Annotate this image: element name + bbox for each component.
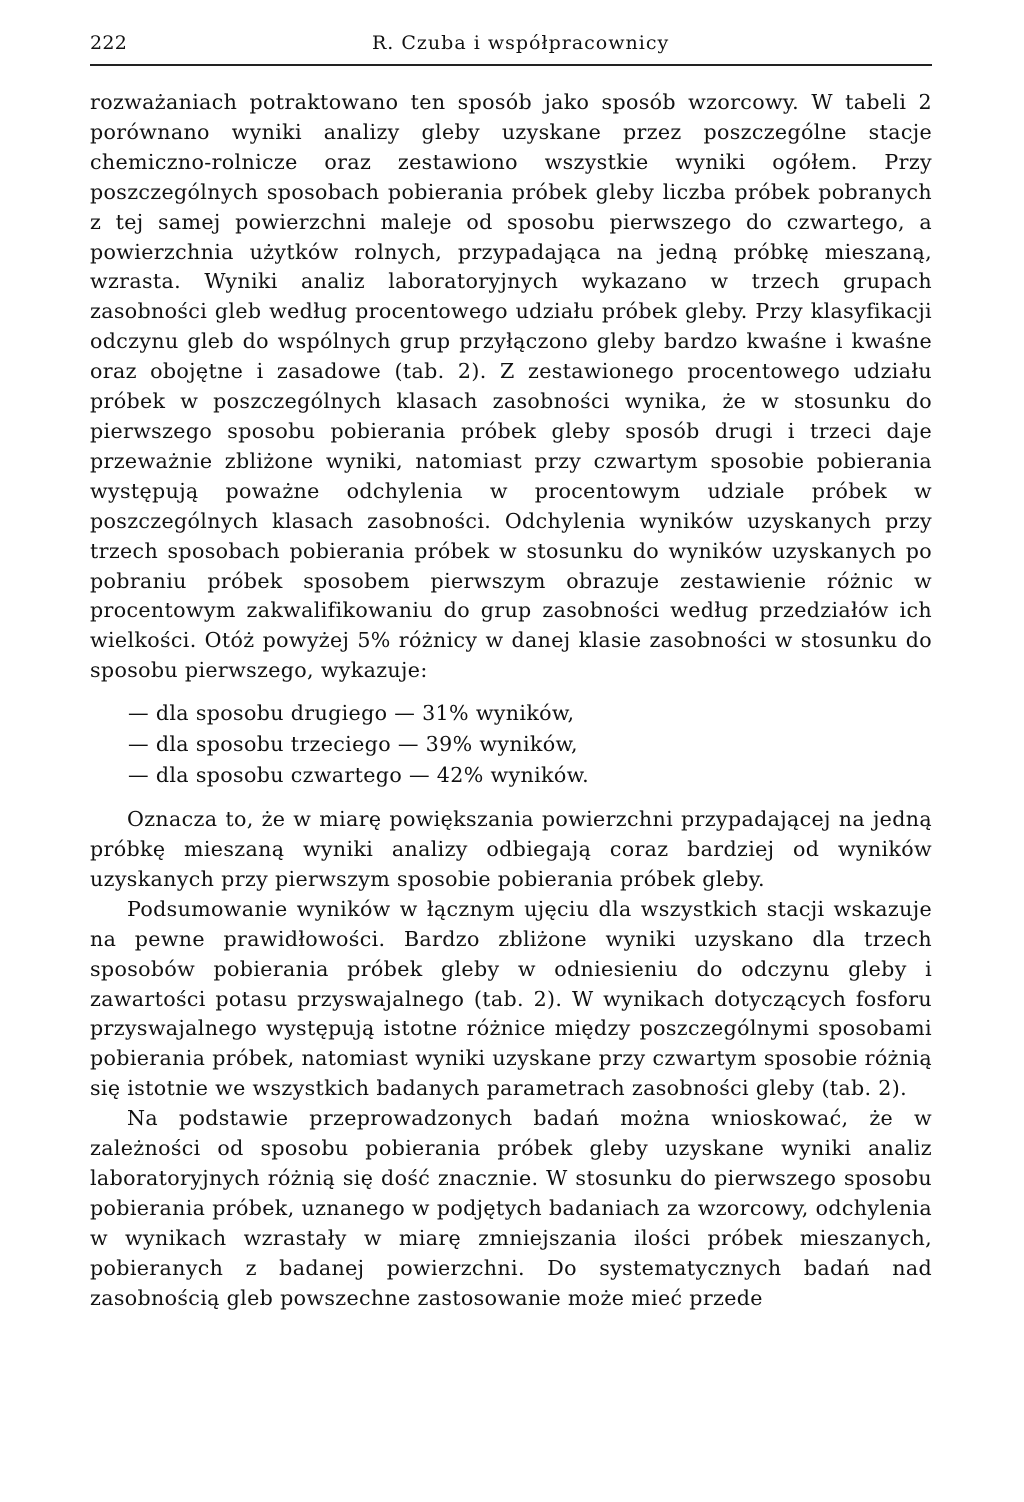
running-head-title: R. Czuba i współpracownicy [372,32,670,54]
paragraph: Oznacza to, że w miarę powiększania powierzchni przypadającej na jedną próbkę mieszaną wyniki analizy odbiegają coraz bardziej od wyników uzyskanych przy pierwszym sposobie pobierania próbek gleby. [90,807,932,891]
results-list [128,698,932,791]
page [90,28,932,1314]
list-item: — dla sposobu trzeciego — 39% wyników, [128,732,578,757]
list-item: — dla sposobu czwartego — 42% wyników. [128,763,590,788]
running-head [90,28,932,58]
body-text [90,88,932,1314]
paragraph: Na podstawie przeprowadzonych badań można wnioskować, że w zależności od sposobu pobierania próbek gleby uzyskane wyniki analiz laboratoryjnych różnią się dość znacznie. W stosunku do pierwszego sposobu pobierania próbek, uznanego w podjętych badaniach za wzorcowy, odchylenia w wynikach wzrastały w miarę zmniejszania ilości próbek mieszanych, pobieranych z badanej powierzchni. Do systematycznych badań nad zasobnością gleb powszechne zastosowanie może mieć przede [90,1106,932,1310]
header-rule [90,64,932,66]
page-number: 222 [90,32,128,54]
list-item: — dla sposobu drugiego — 31% wyników, [128,701,575,726]
paragraph: Podsumowanie wyników w łącznym ujęciu dla wszystkich stacji wskazuje na pewne prawidłowości. Bardzo zbliżone wyniki uzyskano dla trzech sposobów pobierania próbek gleby w odniesieniu do odczynu gleby i zawartości potasu przyswajalnego (tab. 2). W wynikach dotyczących fosforu przyswajalnego występują istotne różnice między poszczególnymi sposobami pobierania próbek, natomiast wyniki uzyskane przy czwartym sposobie różnią się istotnie we wszystkich badanych parametrach zasobności gleby (tab. 2). [90,896,932,1101]
paragraph-continued: rozważaniach potraktowano ten sposób jako sposób wzorcowy. W tabeli 2 porównano wyniki analizy gleby uzyskane przez poszczególne stacje chemiczno-rolnicze oraz zestawiono wszystkie wyniki ogółem. Przy poszczególnych sposobach pobierania próbek gleby liczba próbek pobranych z tej samej powierzchni maleje od sposobu pierwszego do czwartego, a powierzchnia użytków rolnych, przypadająca na jedną próbkę mieszaną, wzrasta. Wyniki analiz laboratoryjnych wykazano w trzech grupach zasobności gleb według procentowego udziału próbek gleby. Przy klasyfikacji odczynu gleb do wspólnych grup przyłączono gleby bardzo kwaśne i kwaśne oraz obojętne i zasadowe (tab. 2). Z zestawionego procentowego udziału próbek w poszczególnych klasach zasobności wynika, że w stosunku do pierwszego sposobu pobierania próbek gleby sposób drugi i trzeci daje przeważnie zbliżone wyniki, natomiast przy czwartym sposobie pobierania występują poważne odchylenia w procentowym udziale próbek w poszczególnych klasach zasobności. Odchylenia wyników uzyskanych przy trzech sposobach pobierania próbek w stosunku do wyników uzyskanych po pobraniu próbek sposobem pierwszym obrazuje zestawienie różnic w procentowym zakwalifikowaniu do grup zasobności według przedziałów ich wielkości. Otóż powyżej 5% różnicy w danej klasie zasobności w stosunku do sposobu pierwszego, wykazuje: [90,90,932,683]
